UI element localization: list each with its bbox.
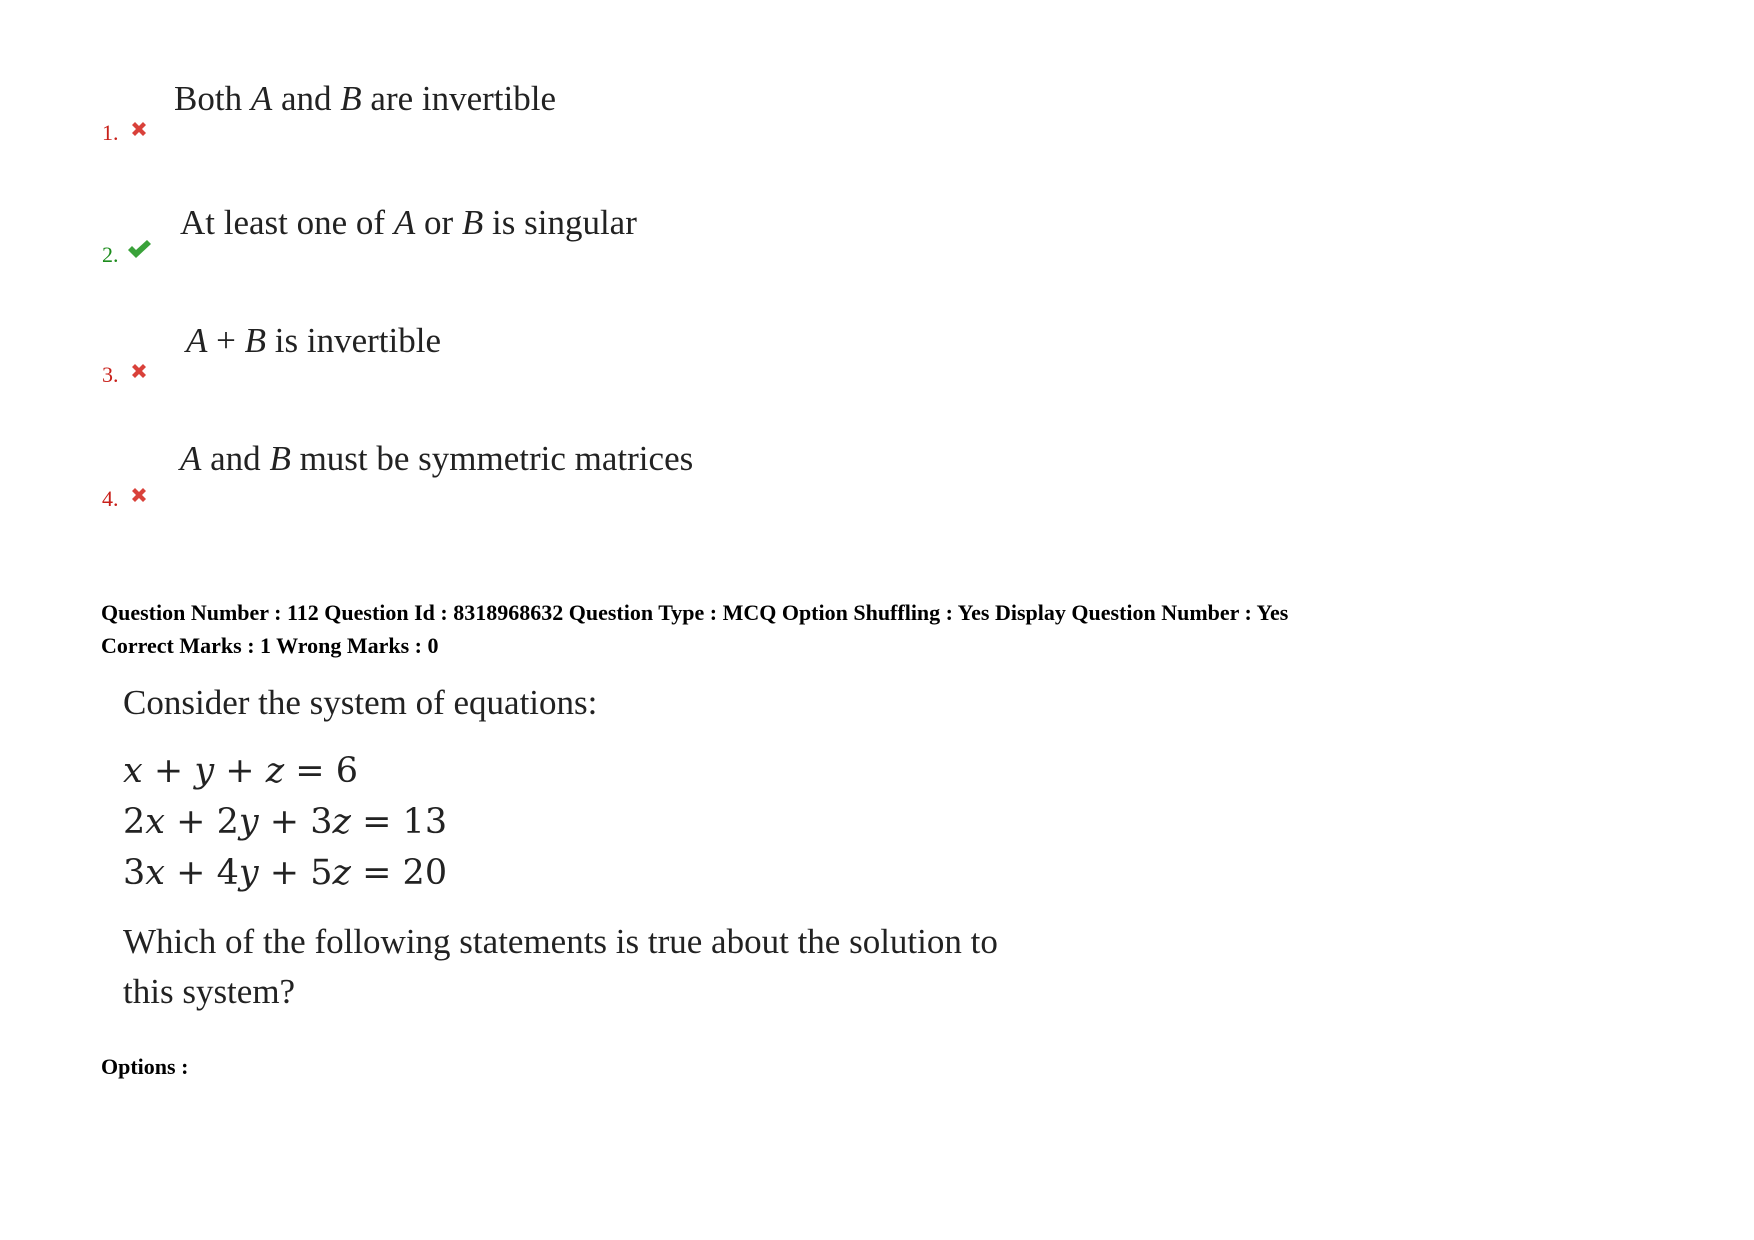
- option-text: A and B must be symmetric matrices: [180, 439, 694, 478]
- option-3: [0, 312, 1754, 412]
- question-ask-line1: Which of the following statements is true about the solution to: [123, 922, 998, 961]
- option-number: 4.: [102, 486, 119, 511]
- option-2: [0, 192, 1754, 292]
- question-intro: Consider the system of equations:: [123, 683, 598, 722]
- check-icon: [126, 238, 152, 260]
- option-1: [0, 70, 1754, 170]
- option-text: A + B is invertible: [186, 321, 441, 360]
- cross-icon: [128, 360, 150, 382]
- equation-2: 2x + 2y + 3z = 13: [123, 802, 448, 842]
- equation-1: x + y + z = 6: [123, 751, 358, 791]
- question-meta-line2: Correct Marks : 1 Wrong Marks : 0: [101, 633, 439, 658]
- option-number: 1.: [102, 120, 119, 145]
- option-number: 2.: [102, 242, 119, 267]
- question-ask-line2: this system?: [123, 972, 296, 1011]
- equation-3: 3x + 4y + 5z = 20: [123, 853, 448, 893]
- question-meta-line1: Question Number : 112 Question Id : 8318968632 Question Type : MCQ Option Shuffling : Yes Display Question Number : Yes: [101, 600, 1289, 625]
- cross-icon: [128, 484, 150, 506]
- option-text: Both A and B are invertible: [174, 79, 557, 118]
- options-label: Options :: [101, 1054, 189, 1079]
- cross-icon: [128, 118, 150, 140]
- question-body: [123, 678, 998, 1017]
- option-number: 3.: [102, 362, 119, 387]
- option-4: [0, 430, 1754, 530]
- option-text: At least one of A or B is singular: [180, 203, 637, 242]
